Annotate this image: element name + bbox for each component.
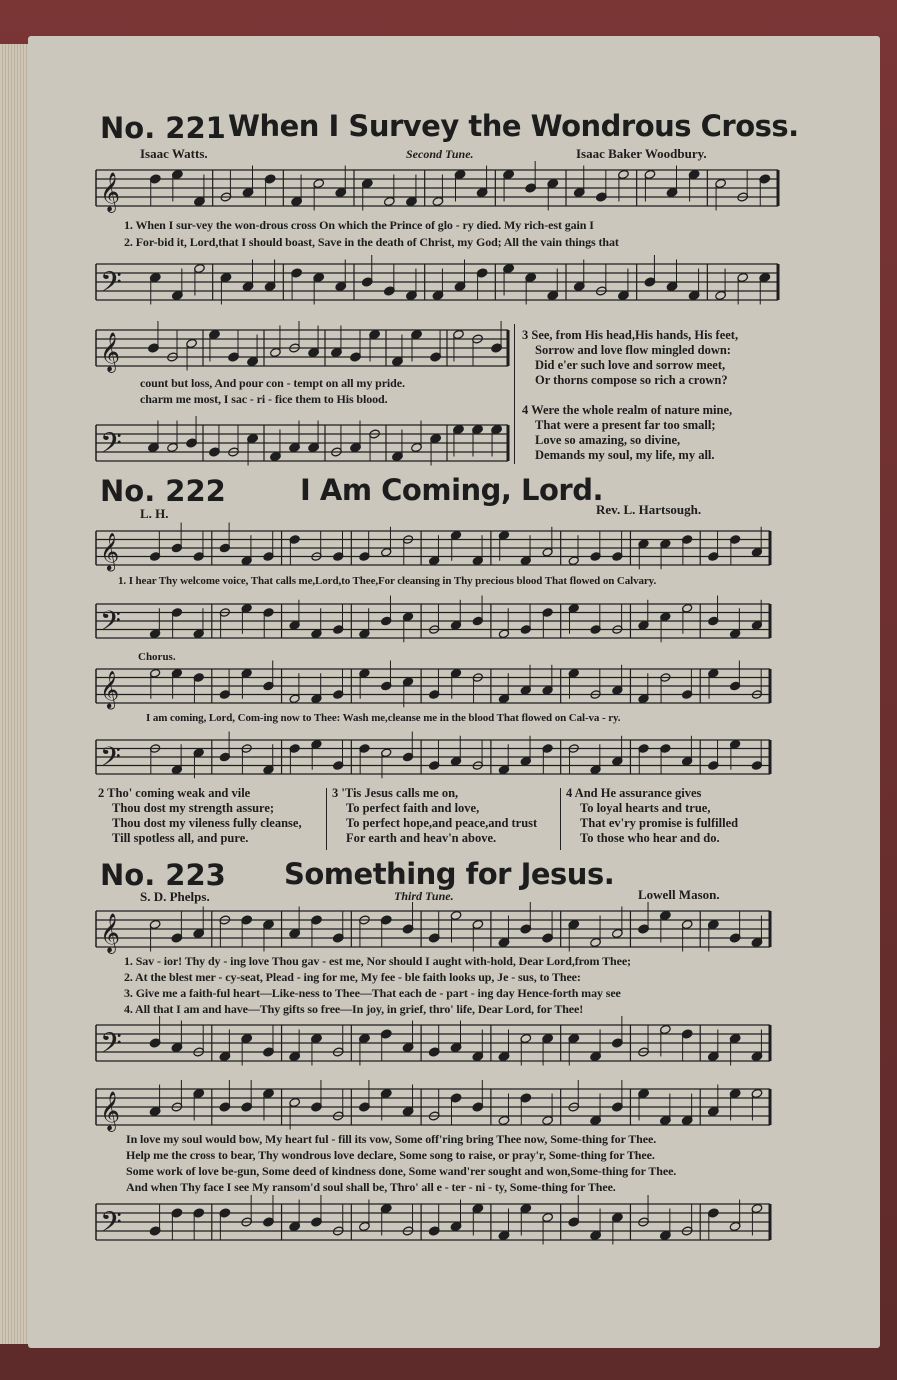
verse-line: Thou dost my vileness fully cleanse, [112,816,302,830]
verse-line: To loyal hearts and true, [580,801,711,815]
lyric-line: 3. Give me a faith-ful heart—Like-ness to Thee—That each de - part - ing day Hence-forth may see [124,986,621,1000]
lyric-line: charm me most, I sac - ri - fice them to His blood. [140,392,388,406]
verse-divider [326,788,327,850]
verse-line: For earth and heav'n above. [346,831,497,845]
lyric-line: And when Thy face I see My ransom'd soul shall be, Thro' all e - ter - ni - ty, Some-thing for Thee. [126,1180,616,1194]
lyric-line: 2. At the blest mer - cy-seat, Plead - ing for me, My fee - ble faith looks up, Je - sus, to Thee: [124,970,581,984]
bass-staff [96,603,774,641]
verse-line: 3 See, from His head,His hands, His feet, [522,328,739,342]
treble-staff [96,169,782,212]
bass-staff [96,739,774,777]
verse-line: To perfect hope,and peace,and trust [346,816,538,830]
verse-line: 2 Tho' coming weak and vile [98,786,251,800]
verse-block [98,786,302,846]
treble-staff [96,1088,774,1131]
lyric-line: Help me the cross to bear, Thy wondrous love declare, Some song to raise, or pray'r, Some-thing for Thee. [126,1148,655,1162]
hymn-title: I Am Coming, Lord. [300,473,604,507]
lyric-line: Some work of love be-gun, Some deed of kindness done, Some wand'rer sought and won,Some-thing for Thee. [126,1164,677,1178]
author-credit: L. H. [140,506,169,521]
clef-icon: 𝄞 [100,332,121,372]
lyric-line: In love my soul would bow, My heart ful - fill its vow, Some off'ring bring Thee now, Some-thing for Thee. [126,1132,657,1146]
verse-line: Did e'er such love and sorrow meet, [535,358,726,372]
bass-staff [96,424,512,467]
verse-block [522,403,732,463]
treble-staff [96,668,774,706]
clef-icon: 𝄢 [100,605,121,643]
lyric-line: 1. I hear Thy welcome voice, That calls me,Lord,to Thee,For cleansing in Thy precious blood That flowed on Calvary. [118,575,657,587]
hymn-title: When I Survey the Wondrous Cross. [228,109,799,143]
clef-icon: 𝄢 [100,427,122,467]
lyric-line: count but loss, And pour con - tempt on all my pride. [140,376,405,390]
verse-line: That ev'ry promise is fulfilled [580,816,739,830]
clef-icon: 𝄞 [100,913,121,953]
verse-line: To those who hear and do. [580,831,720,845]
hymn-number: No. 221 [100,111,226,145]
verse-divider [514,324,515,464]
lyric-line: 1. When I sur-vey the won-drous cross On which the Prince of glo - ry died. My rich-est gain I [124,218,594,232]
clef-icon: 𝄞 [100,1091,121,1131]
clef-icon: 𝄢 [100,266,122,306]
bass-staff [96,1024,774,1067]
clef-icon: 𝄞 [100,172,121,212]
lyric-line: I am coming, Lord, Com-ing now to Thee: Wash me,cleanse me in the blood That flowed on Cal-va - ry. [146,712,621,724]
tune-name: Second Tune. [406,147,474,161]
verse-divider [560,788,561,850]
verse-line: 3 'Tis Jesus calls me on, [332,786,459,800]
lyric-line: 2. For-bid it, Lord,that I should boast, Save in the death of Christ, my God; All the vain things that [124,235,619,249]
clef-icon: 𝄢 [100,741,121,779]
verse-line: That were a present far too small; [535,418,716,432]
bass-staff [96,1203,774,1246]
composer-credit: Isaac Baker Woodbury. [576,146,707,161]
hymn-title: Something for Jesus. [284,857,615,891]
verse-line: 4 Were the whole realm of nature mine, [522,403,733,417]
hymnal-page [28,36,880,1348]
clef-icon: 𝄞 [100,670,120,708]
verse-line: Or thorns compose so rich a crown? [535,373,728,387]
verse-line: Thou dost my strength assure; [112,801,275,815]
hymn-number: No. 222 [100,474,226,508]
clef-icon: 𝄢 [100,1206,122,1246]
verse-block [566,786,738,846]
bass-staff [96,263,782,306]
verse-block [522,328,738,388]
verse-line: To perfect faith and love, [346,801,480,815]
verse-line: Love so amazing, so divine, [535,433,681,447]
treble-staff [96,910,774,953]
lyric-line: 1. Sav - ior! Thy dy - ing love Thou gav - est me, Nor should I aught with-hold, Dear Lord,from Thee; [124,954,631,968]
author-credit: S. D. Phelps. [140,889,210,904]
verse-line: Sorrow and love flow mingled down: [535,343,731,357]
treble-staff [96,530,774,568]
verse-line: 4 And He assurance gives [566,786,702,800]
clef-icon: 𝄞 [100,532,120,570]
treble-staff [96,329,512,372]
verse-line: Till spotless all, and pure. [112,831,249,845]
chorus-label: Chorus. [138,651,176,663]
composer-credit: Lowell Mason. [638,887,720,902]
hymn-number: No. 223 [100,858,226,892]
verse-block [332,786,537,846]
verse-line: Demands my soul, my life, my all. [535,448,715,462]
tune-name: Third Tune. [394,889,454,903]
composer-credit: Rev. L. Hartsough. [596,502,702,517]
author-credit: Isaac Watts. [140,146,208,161]
clef-icon: 𝄢 [100,1027,122,1067]
lyric-line: 4. All that I am and have—Thy gifts so free—In joy, in grief, thro' life, Dear Lord, for Thee! [124,1002,584,1016]
